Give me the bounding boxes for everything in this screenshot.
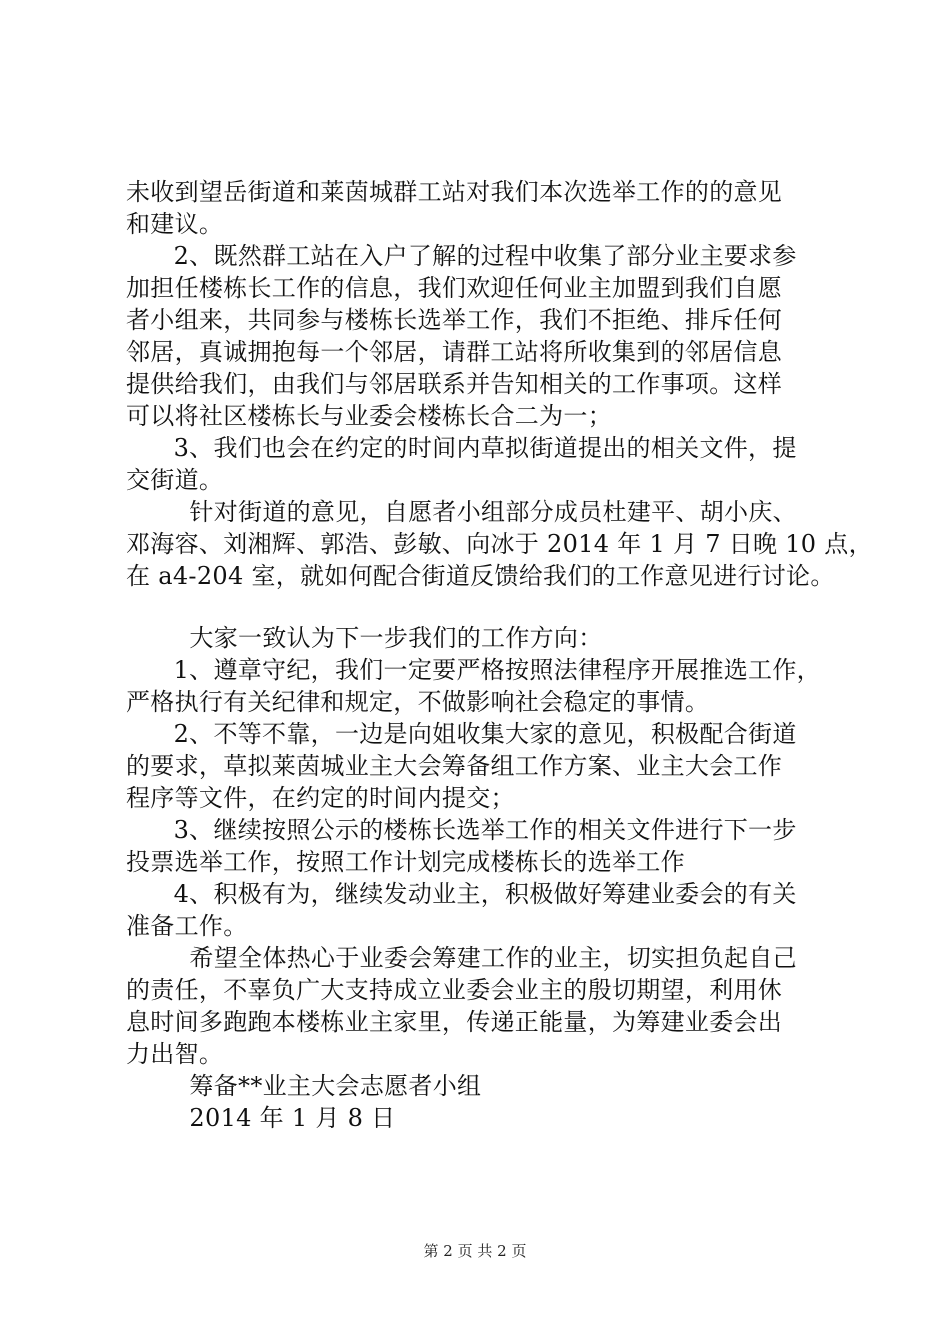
text-line: 交街道。: [126, 466, 224, 494]
text-line: 1、遵章守纪，我们一定要严格按照法律程序开展推选工作，: [126, 656, 821, 684]
text-line: 投票选举工作，按照工作计划完成楼栋长的选举工作: [126, 848, 685, 876]
text-line: 者小组来，共同参与楼栋长选举工作，我们不拒绝、排斥任何: [126, 306, 783, 334]
text-line: 未收到望岳街道和莱茵城群工站对我们本次选举工作的的意见: [126, 178, 783, 206]
text-line: 力出智。: [126, 1040, 224, 1068]
signature-line: 筹备**业主大会志愿者小组: [126, 1072, 482, 1100]
text-line: 2、既然群工站在入户了解的过程中收集了部分业主要求参: [126, 242, 797, 270]
text-line: 提供给我们，由我们与邻居联系并告知相关的工作事项。这样: [126, 370, 783, 398]
text-line: 在 a4-204 室，就如何配合街道反馈给我们的工作意见进行讨论。: [126, 562, 835, 590]
text-line: 可以将社区楼栋长与业委会楼栋长合二为一；: [126, 402, 612, 430]
text-line: 大家一致认为下一步我们的工作方向：: [126, 624, 603, 652]
text-line: 加担任楼栋长工作的信息，我们欢迎任何业主加盟到我们自愿: [126, 274, 783, 302]
text-line: 息时间多跑跑本楼栋业主家里，传递正能量，为筹建业委会出: [126, 1008, 783, 1036]
paragraph-gap: [126, 592, 826, 622]
text-line: 的责任，不辜负广大支持成立业委会业主的殷切期望，利用休: [126, 976, 783, 1004]
text-line: 希望全体热心于业委会筹建工作的业主，切实担负起自己: [126, 944, 797, 972]
text-line: 严格执行有关纪律和规定，不做影响社会稳定的事情。: [126, 688, 710, 716]
text-line: 邻居，真诚拥抱每一个邻居，请群工站将所收集到的邻居信息: [126, 338, 783, 366]
text-line: 和建议。: [126, 210, 224, 238]
page-number-footer: 第 2 页 共 2 页: [423, 1242, 527, 1260]
text-line: 程序等文件，在约定的时间内提交；: [126, 784, 515, 812]
document-body: [126, 176, 873, 1134]
text-line: 准备工作。: [126, 912, 248, 940]
text-line: 3、我们也会在约定的时间内草拟街道提出的相关文件，提: [126, 434, 797, 462]
text-line: 邓海容、刘湘辉、郭浩、彭敏、向冰于 2014 年 1 月 7 日晚 10 点，: [126, 530, 873, 558]
text-line: 的要求，草拟莱茵城业主大会筹备组工作方案、业主大会工作: [126, 752, 783, 780]
text-line: 4、积极有为，继续发动业主，积极做好筹建业委会的有关: [126, 880, 797, 908]
text-line: 针对街道的意见，自愿者小组部分成员杜建平、胡小庆、: [126, 498, 797, 526]
text-line: 3、继续按照公示的楼栋长选举工作的相关文件进行下一步: [126, 816, 797, 844]
date-line: 2014 年 1 月 8 日: [126, 1104, 396, 1132]
text-line: 2、不等不靠，一边是向姐收集大家的意见，积极配合街道: [126, 720, 797, 748]
